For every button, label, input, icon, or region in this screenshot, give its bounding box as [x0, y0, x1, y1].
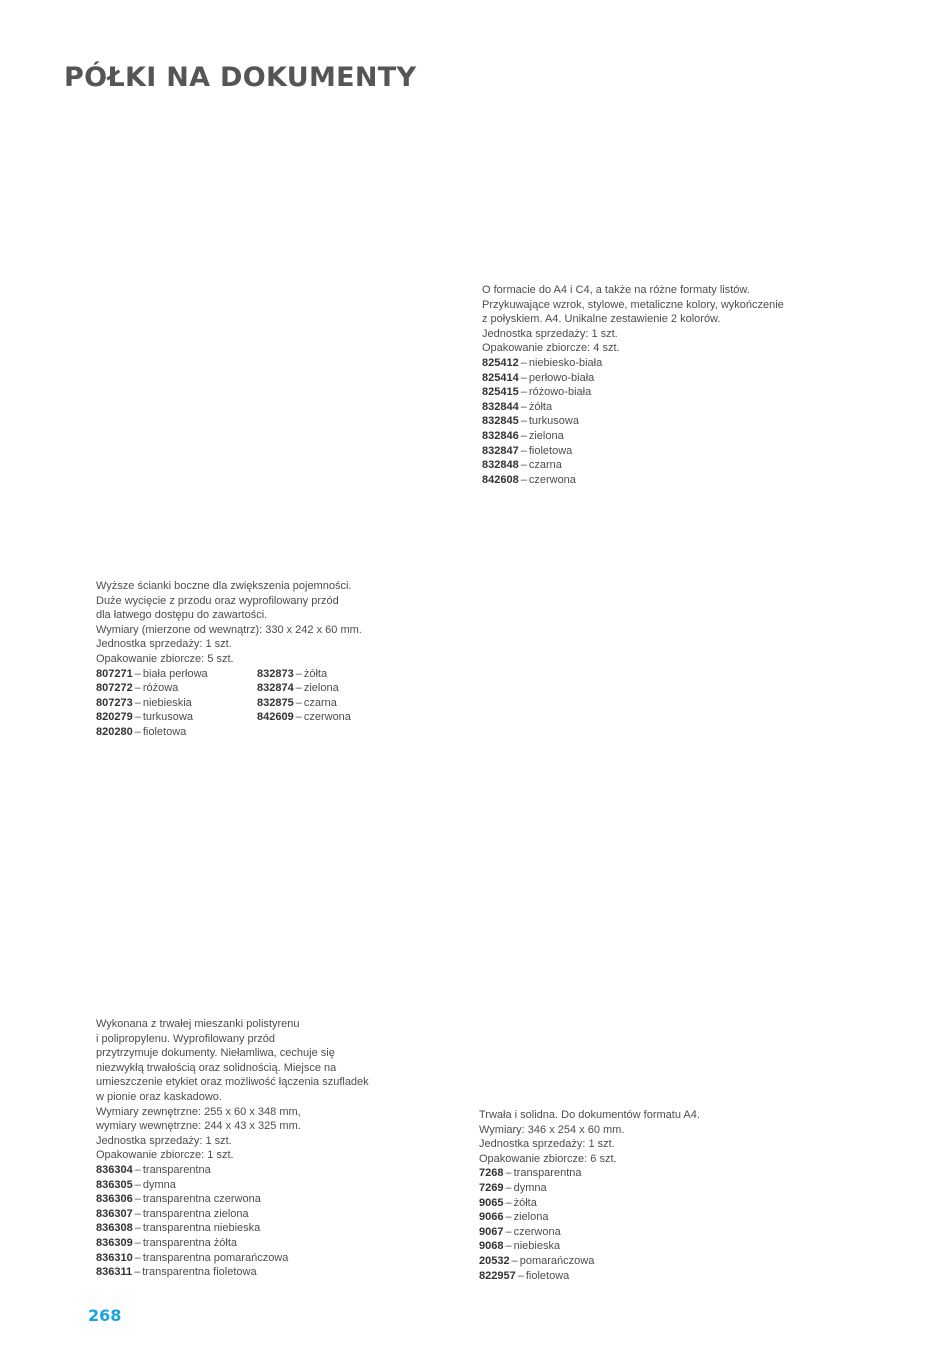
- product-code: 842609: [257, 711, 294, 724]
- product-code: 825412: [482, 356, 519, 369]
- product-code-item: 7269 – dymna: [479, 1181, 547, 1194]
- product-code-columns: [96, 667, 418, 740]
- product-code-item: 832845 – turkusowa: [482, 415, 579, 428]
- product-variant: transparentna: [513, 1167, 582, 1180]
- product-code-item: 832848 – czarna: [482, 459, 562, 472]
- description-line: Przykuwające wzrok, stylowe, metaliczne kolory, wykończenie: [482, 298, 784, 311]
- product-block-stackable-trays: [96, 1017, 369, 1280]
- product-code-item: 832874 – zielona: [257, 682, 339, 695]
- product-variant: transparentna żółta: [142, 1236, 238, 1249]
- product-variant: różowo-biała: [528, 386, 592, 399]
- product-variant: pomarańczowa: [519, 1254, 595, 1267]
- package-line: Opakowanie zbiorcze: 1 szt.: [96, 1149, 234, 1162]
- product-code-item: 842609 – czerwona: [257, 711, 351, 724]
- product-code-item: 9068 – niebieska: [479, 1240, 561, 1253]
- product-code-item: 807272 – różowa: [96, 682, 179, 695]
- product-code-item: 836307 – transparentna zielona: [96, 1207, 249, 1220]
- product-variant: czerwona: [528, 473, 576, 486]
- product-code-item: 832846 – zielona: [482, 429, 564, 442]
- product-code: 832875: [257, 696, 294, 709]
- sales-unit-line: Jednostka sprzedaży: 1 szt.: [479, 1138, 615, 1151]
- product-code: 832846: [482, 429, 519, 442]
- product-code: 9066: [479, 1211, 504, 1224]
- product-code-item: 807273 – niebieskia: [96, 696, 192, 709]
- product-variant: niebieskia: [142, 696, 192, 709]
- product-code: 825414: [482, 371, 519, 384]
- product-variant: biała perłowa: [142, 667, 208, 680]
- product-code: 807273: [96, 696, 133, 709]
- product-block-solid-trays: [479, 1108, 700, 1283]
- product-variant: czerwona: [303, 711, 351, 724]
- product-variant: dymna: [142, 1178, 176, 1191]
- product-code: 832848: [482, 459, 519, 472]
- dimensions-line: wymiary wewnętrzne: 244 x 43 x 325 mm.: [96, 1120, 301, 1133]
- product-code: 825415: [482, 386, 519, 399]
- product-variant: transparentna fioletowa: [142, 1266, 257, 1279]
- product-code-item: 832847 – fioletowa: [482, 444, 573, 457]
- product-code-item: 9066 – zielona: [479, 1211, 549, 1224]
- product-code-column-left: [96, 667, 257, 740]
- product-code-item: 7268 – transparentna: [479, 1167, 582, 1180]
- description-line: umieszczenie etykiet oraz możliwość łączenia szufladek: [96, 1076, 369, 1089]
- product-code: 836304: [96, 1163, 133, 1176]
- product-code: 7268: [479, 1167, 504, 1180]
- product-code-item: 832875 – czarna: [257, 696, 337, 709]
- product-code: 836307: [96, 1207, 133, 1220]
- product-code: 20532: [479, 1254, 510, 1267]
- product-code: 9067: [479, 1225, 504, 1238]
- product-variant: zielona: [528, 429, 564, 442]
- sales-unit-line: Jednostka sprzedaży: 1 szt.: [96, 638, 232, 651]
- product-code-item: 832844 – żółta: [482, 400, 553, 413]
- product-variant: żółta: [528, 400, 553, 413]
- product-code-item: 842608 – czerwona: [482, 473, 576, 486]
- product-code: 832844: [482, 400, 519, 413]
- product-variant: niebieska: [513, 1240, 561, 1253]
- package-line: Opakowanie zbiorcze: 5 szt.: [96, 652, 234, 665]
- product-code-item: 20532 – pomarańczowa: [479, 1254, 595, 1267]
- product-variant: dymna: [513, 1181, 547, 1194]
- product-code-item: 825412 – niebiesko-biała: [482, 356, 603, 369]
- product-code: 820280: [96, 725, 133, 738]
- product-code-item: 836311 – transparentna fioletowa: [96, 1266, 257, 1279]
- product-code: 9068: [479, 1240, 504, 1253]
- dimensions-line: Wymiary: 346 x 254 x 60 mm.: [479, 1123, 625, 1136]
- product-variant: zielona: [513, 1211, 549, 1224]
- product-code-item: 820280 – fioletowa: [96, 725, 187, 738]
- product-variant: niebiesko-biała: [528, 356, 603, 369]
- product-code-item: 836305 – dymna: [96, 1178, 176, 1191]
- product-variant: transparentna czerwona: [142, 1193, 261, 1206]
- product-code-item: 822957 – fioletowa: [479, 1269, 570, 1282]
- description-line: przytrzymuje dokumenty. Niełamliwa, cechuje się: [96, 1047, 335, 1060]
- package-line: Opakowanie zbiorcze: 6 szt.: [479, 1152, 617, 1165]
- product-variant: czerwona: [513, 1225, 561, 1238]
- product-variant: czarna: [303, 696, 337, 709]
- product-code: 836308: [96, 1222, 133, 1235]
- page-title: PÓŁKI NA DOKUMENTY: [64, 62, 417, 93]
- description-line: i polipropylenu. Wyprofilowany przód: [96, 1032, 276, 1045]
- product-code-item: 836310 – transparentna pomarańczowa: [96, 1251, 289, 1264]
- page-number: 268: [88, 1306, 122, 1325]
- product-code-item: 820279 – turkusowa: [96, 711, 193, 724]
- product-code-item: 825415 – różowo-biała: [482, 386, 592, 399]
- product-code-item: 9067 – czerwona: [479, 1225, 561, 1238]
- description-line: O formacie do A4 i C4, a także na różne formaty listów.: [482, 284, 750, 296]
- product-code-item: 9065 – żółta: [479, 1196, 537, 1209]
- description-line: Duże wycięcie z przodu oraz wyprofilowany przód: [96, 594, 339, 607]
- product-variant: transparentna: [142, 1163, 211, 1176]
- product-code: 832873: [257, 667, 294, 680]
- product-variant: perłowo-biała: [528, 371, 595, 384]
- product-code: 836309: [96, 1236, 133, 1249]
- product-code-item: 836304 – transparentna: [96, 1163, 211, 1176]
- product-variant: fioletowa: [528, 444, 573, 457]
- product-variant: transparentna niebieska: [142, 1222, 261, 1235]
- product-variant: zielona: [303, 682, 339, 695]
- product-code: 9065: [479, 1196, 504, 1209]
- product-variant: turkusowa: [528, 415, 579, 428]
- product-code-column-right: [257, 667, 418, 740]
- description-line: Trwała i solidna. Do dokumentów formatu A4.: [479, 1109, 700, 1121]
- product-variant: transparentna zielona: [142, 1207, 249, 1220]
- product-code: 820279: [96, 711, 133, 724]
- product-code: 836310: [96, 1251, 133, 1264]
- product-code-item: 825414 – perłowo-biała: [482, 371, 595, 384]
- product-code: 832847: [482, 444, 519, 457]
- product-variant: różowa: [142, 682, 179, 695]
- product-code: 836305: [96, 1178, 133, 1191]
- product-code: 832845: [482, 415, 519, 428]
- product-code: 832874: [257, 682, 294, 695]
- product-variant: fioletowa: [142, 725, 187, 738]
- product-variant: fioletowa: [525, 1269, 570, 1282]
- product-code-item: 836306 – transparentna czerwona: [96, 1193, 261, 1206]
- dimensions-line: Wymiary zewnętrzne: 255 x 60 x 348 mm,: [96, 1105, 301, 1118]
- product-code: 807272: [96, 682, 133, 695]
- product-code-item: 807271 – biała perłowa: [96, 667, 208, 680]
- product-variant: turkusowa: [142, 711, 193, 724]
- dimensions-line: Wymiary (mierzone od wewnątrz): 330 x 242 x 60 mm.: [96, 623, 362, 636]
- package-line: Opakowanie zbiorcze: 4 szt.: [482, 342, 620, 355]
- product-code: 836311: [96, 1266, 133, 1279]
- product-variant: transparentna pomarańczowa: [142, 1251, 289, 1264]
- product-code-item: 836308 – transparentna niebieska: [96, 1222, 261, 1235]
- product-block-metallic-trays: [482, 283, 784, 487]
- product-block-high-sided-trays: [96, 579, 418, 740]
- product-variant: żółta: [513, 1196, 537, 1209]
- product-variant: czarna: [528, 459, 562, 472]
- product-code: 822957: [479, 1269, 516, 1282]
- description-line: dla łatwego dostępu do zawartości.: [96, 609, 268, 622]
- description-line: z połyskiem. A4. Unikalne zestawienie 2 kolorów.: [482, 313, 721, 326]
- product-code: 842608: [482, 473, 519, 486]
- sales-unit-line: Jednostka sprzedaży: 1 szt.: [96, 1134, 232, 1147]
- product-code: 836306: [96, 1193, 133, 1206]
- description-line: Wykonana z trwałej mieszanki polistyrenu: [96, 1018, 300, 1030]
- sales-unit-line: Jednostka sprzedaży: 1 szt.: [482, 327, 618, 340]
- product-code-item: 836309 – transparentna żółta: [96, 1236, 238, 1249]
- product-code: 7269: [479, 1181, 504, 1194]
- description-line: Wyższe ścianki boczne dla zwiększenia pojemności.: [96, 580, 352, 592]
- product-variant: żółta: [303, 667, 328, 680]
- description-line: niezwykłą trwałością oraz solidnością. Miejsce na: [96, 1061, 337, 1074]
- product-code-item: 832873 – żółta: [257, 667, 328, 680]
- description-line: w pionie oraz kaskadowo.: [96, 1090, 222, 1103]
- product-code: 807271: [96, 667, 133, 680]
